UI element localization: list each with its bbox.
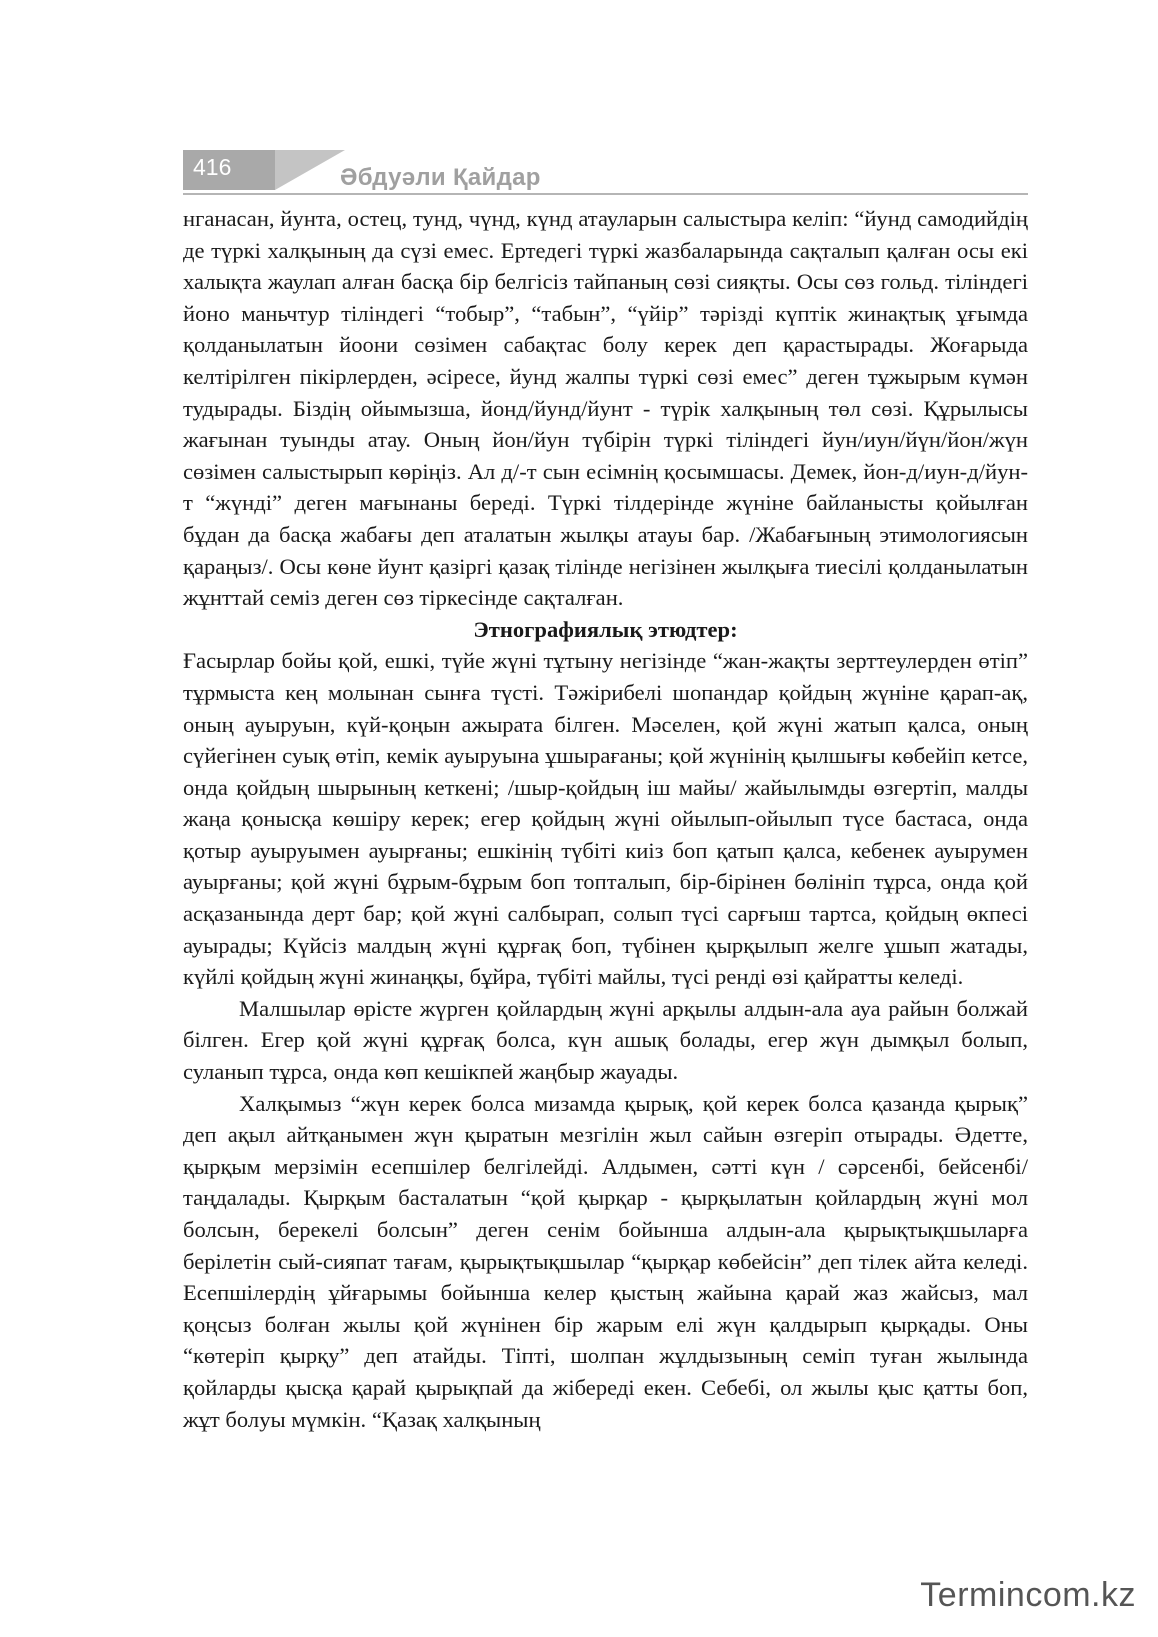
page-header	[183, 150, 1028, 198]
paragraph-4: Халқымыз “жүн керек болса мизамда қырық, қой керек болса қазанда қырық” деп ақыл айтқанымен жүн қыратын мезгілін жыл сайын өзгеріп отырады. Әдетте, қырқым мерзімін есепшілер белгілейді. Алдымен, сәтті күн / сәрсенбі, бейсенбі/ таңдалады. Қырқым басталатын “қой қырқар - қырқылатын қойлардың жүні мол болсын, берекелі болсын” деген сенім бойынша алдын-ала қырықтықшыларға берілетін сый-сияпат тағам, қырықтықшылар “қырқар көбейсін” деп тілек айта келеді. Есепшілердің ұйғарымы бойынша келер қыстың жайына қарай жаз жайсыз, мал қоңсыз болған жылы қой жүнінен бір жарым елі жүн қалдырып қырқады. Оны “көтеріп қырқу” деп атайды. Тіпті, шолпан жұлдызының семіп туған жылында қойларды қысқа қарай қырықпай да жібереді екен. Себебі, ол жылы қыс қатты боп, жұт болуы мүмкін. “Қазақ халқының	[183, 1090, 1028, 1432]
paragraph-1: нганасан, йунта, остец, тунд, чүнд, күнд атауларын салыстыра келіп: “йунд самодийдің де түркі халқының да сүзі емес. Ертедегі түркі жазбаларында сақталып қалған осы екі халықта жаулап алған басқа бір белгісіз тайпаның сөзі сияқты. Осы сөз гольд. тіліндегі йоно маньчтур тіліндегі “тобыр”, “табын”, “үйір” тәрізді күптік жинақтық ұғымда қолданылатын йоони сөзімен сабақтас болу керек деп қарастырады. Жоғарыда келтірілген пікірлерден, әсіресе, йунд жалпы түркі сөзі емес” деген тұжырым күмән тудырады. Біздің ойымызша, йонд/йунд/йунт - түрік халқының төл сөзі. Құрылысы жағынан туынды атау. Оның йон/йун түбірін түркі тіліндегі йун/иун/йүн/йон/жүн сөзімен салыстырып көріңіз. Ал д/-т сын есімнің қосымшасы. Демек, йон-д/иун-д/йун-т “жүнді” деген мағынаны береді. Түркі тілдерінде жүніне байланысты қойылған бұдан да басқа жабағы деп аталатын жылқы атауы бар. /Жабағының этимологиясын қараңыз/. Осы көне йунт қазіргі қазақ тілінде негізінен жылқыға тиесілі қолданылатын жұнттай семіз деген сөз тіркесінде сақталған.	[183, 206, 1028, 611]
running-title: Әбдуәли Қайдар	[340, 164, 541, 191]
paragraph-2: Ғасырлар бойы қой, ешкі, түйе жүні тұтыну негізінде “жан-жақты зерттеулерден өтіп” тұрмыста кең молынан сынға түсті. Тәжірибелі шопандар қойдың жүніне қарап-ақ, оның ауыруын, күй-қоңын ажырата білген. Мәселен, қой жүні жатып қалса, оның сүйегінен суық өтіп, кемік ауыруына ұшырағаны; қой жүнінің қылшығы көбейіп кетсе, онда қойдың шырының кеткені; /шыр-қойдың іш майы/ жайылымды өзгертіп, малды жаңа қонысқа көшіру керек; егер қойдың жүні ойылып-ойылып түсе бастаса, онда қотыр ауыруымен ауырғаны; ешкінің түбіті киіз боп қатып қалса, кебенек ауырумен ауырғаны; қой жүні бұрым-бұрым боп топталып, бір-бірінен бөлініп тұрса, онда қой асқазанында дерт бар; қой жүні салбырап, солып түсі сарғыш тартса, қойдың өкпесі ауырады; Күйсіз малдың жүні құрғақ боп, түбінен қырқылып желге ұшып жатады, күйлі қойдың жүні жинаңқы, бұйра, түбіті майлы, түсі ренді өзі қайратты келеді.	[183, 648, 1028, 990]
page-number: 416	[193, 154, 232, 180]
page-number-tab-slope	[275, 150, 345, 190]
paragraph-3: Малшылар өрісте жүрген қойлардың жүні арқылы алдын-ала ауа райын болжай білген. Егер қой жүні құрғақ болса, күн ашық болады, егер жүн дымқыл болып, суланып тұрса, онда көп кешікпей жаңбыр жауады.	[183, 995, 1028, 1085]
section-heading: Этнографиялық этюдтер:	[473, 616, 738, 642]
header-rule	[183, 193, 1028, 195]
site-logo: Termincom.kz	[920, 1576, 1136, 1614]
body-text	[183, 203, 1028, 1435]
